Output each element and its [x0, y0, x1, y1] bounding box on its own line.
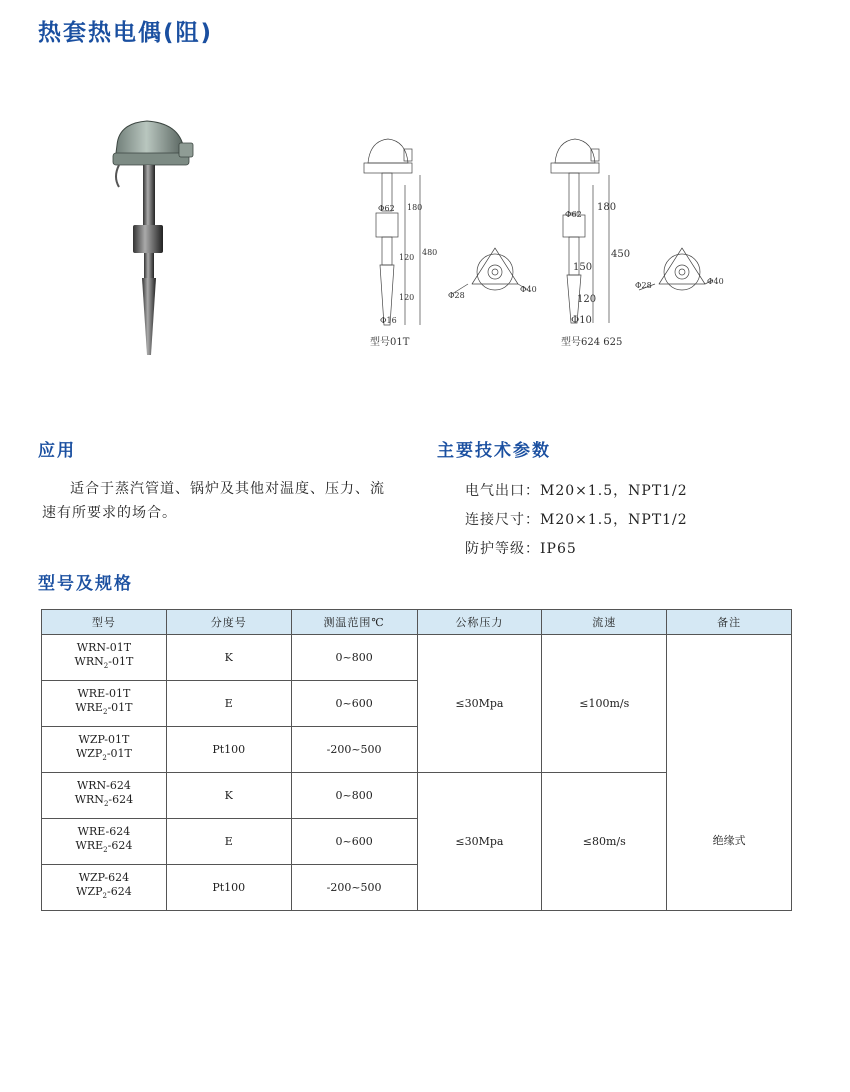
pressure-cell: ≤30Mpa	[417, 773, 542, 911]
model-name-alt: $WRE_2-624$	[75, 839, 133, 855]
spec-electrical-outlet: 电气出口：M20×1.5，NPT1/2	[465, 483, 688, 499]
range-cell: 0~600	[291, 819, 417, 865]
model-cell	[42, 635, 167, 681]
col-header-index: 分度号	[166, 610, 291, 635]
pressure-cell: ≤30Mpa	[417, 635, 542, 773]
range-cell: -200~500	[291, 865, 417, 911]
speed-cell: ≤80m/s	[542, 773, 667, 911]
speed-cell: ≤100m/s	[542, 635, 667, 773]
note-cell	[667, 635, 792, 911]
model-name: WRN-624	[76, 779, 131, 793]
model-name-alt: $WZP_2-01T$	[75, 747, 132, 763]
model-name: WRE-01T	[77, 687, 131, 701]
range-cell: 0~800	[291, 773, 417, 819]
cross-inner-dim: Φ28	[448, 291, 465, 300]
cross-inner-dim: Φ28	[635, 281, 652, 290]
col-header-model: 型号	[42, 610, 167, 635]
model-name-alt: $WRN_2-01T$	[74, 655, 134, 671]
models-heading: 型号及规格	[38, 574, 133, 594]
model-cell	[42, 865, 167, 911]
drawing-caption: 型号624 625	[561, 337, 623, 348]
range-cell: -200~500	[291, 727, 417, 773]
drawing-caption: 型号01T	[370, 337, 410, 348]
tech-params-heading: 主要技术参数	[437, 441, 551, 461]
application-text: 适合于蒸汽管道、锅炉及其他对温度、压力、流速有所要求的场合。	[42, 481, 385, 521]
spec-connection-size: 连接尺寸：M20×1.5，NPT1/2	[465, 512, 688, 528]
index-cell: E	[166, 681, 291, 727]
table-row	[42, 635, 792, 681]
model-name-alt: $WZP_2-624$	[76, 885, 132, 901]
drawing-624	[545, 135, 635, 350]
model-name-alt: $WRE_2-01T$	[75, 701, 133, 717]
model-cell	[42, 773, 167, 819]
dim-d1: 180	[597, 202, 617, 213]
dim-total: 480	[422, 248, 438, 257]
note-text: 绝缘式	[712, 834, 746, 847]
cross-outer-dim: Φ40	[707, 277, 724, 286]
model-cell	[42, 681, 167, 727]
col-header-range: 测温范围℃	[291, 610, 417, 635]
col-header-pressure: 公称压力	[417, 610, 542, 635]
dim-d1: 180	[407, 203, 423, 212]
dim-phi-top: Φ62	[565, 210, 582, 219]
dim-d2: 120	[399, 253, 415, 262]
dim-phi-tip: Φ10	[571, 315, 592, 326]
cross-outer-dim: Φ40	[520, 285, 537, 294]
index-cell: K	[166, 773, 291, 819]
dim-total: 450	[611, 249, 631, 260]
table-header-row	[42, 610, 792, 635]
index-cell: E	[166, 819, 291, 865]
dim-d3: 120	[577, 294, 597, 305]
cross-section-01t	[448, 240, 543, 305]
model-name: WZP-624	[78, 871, 130, 885]
range-cell: 0~600	[291, 681, 417, 727]
thermocouple-photo	[105, 115, 200, 360]
col-header-speed: 流速	[542, 610, 667, 635]
model-name: WRN-01T	[76, 641, 132, 655]
spec-table	[41, 609, 792, 911]
col-header-note: 备注	[667, 610, 792, 635]
index-cell: Pt100	[166, 727, 291, 773]
spec-protection-level: 防护等级：IP65	[465, 541, 577, 557]
model-cell	[42, 727, 167, 773]
drawing-01t	[360, 135, 440, 350]
index-cell: K	[166, 635, 291, 681]
application-heading: 应用	[38, 441, 76, 461]
dim-d3: 120	[399, 293, 415, 302]
model-name-alt: $WRN_2-624$	[74, 793, 134, 809]
dim-phi-top: Φ62	[378, 204, 395, 213]
range-cell: 0~800	[291, 635, 417, 681]
model-cell	[42, 819, 167, 865]
dim-d2: 150	[573, 262, 593, 273]
model-name: WZP-01T	[78, 733, 130, 747]
index-cell: Pt100	[166, 865, 291, 911]
cross-section-624	[635, 240, 730, 305]
dim-phi-tip: Φ16	[380, 316, 397, 325]
page-title: 热套热电偶(阻)	[38, 20, 214, 46]
model-name: WRE-624	[77, 825, 131, 839]
